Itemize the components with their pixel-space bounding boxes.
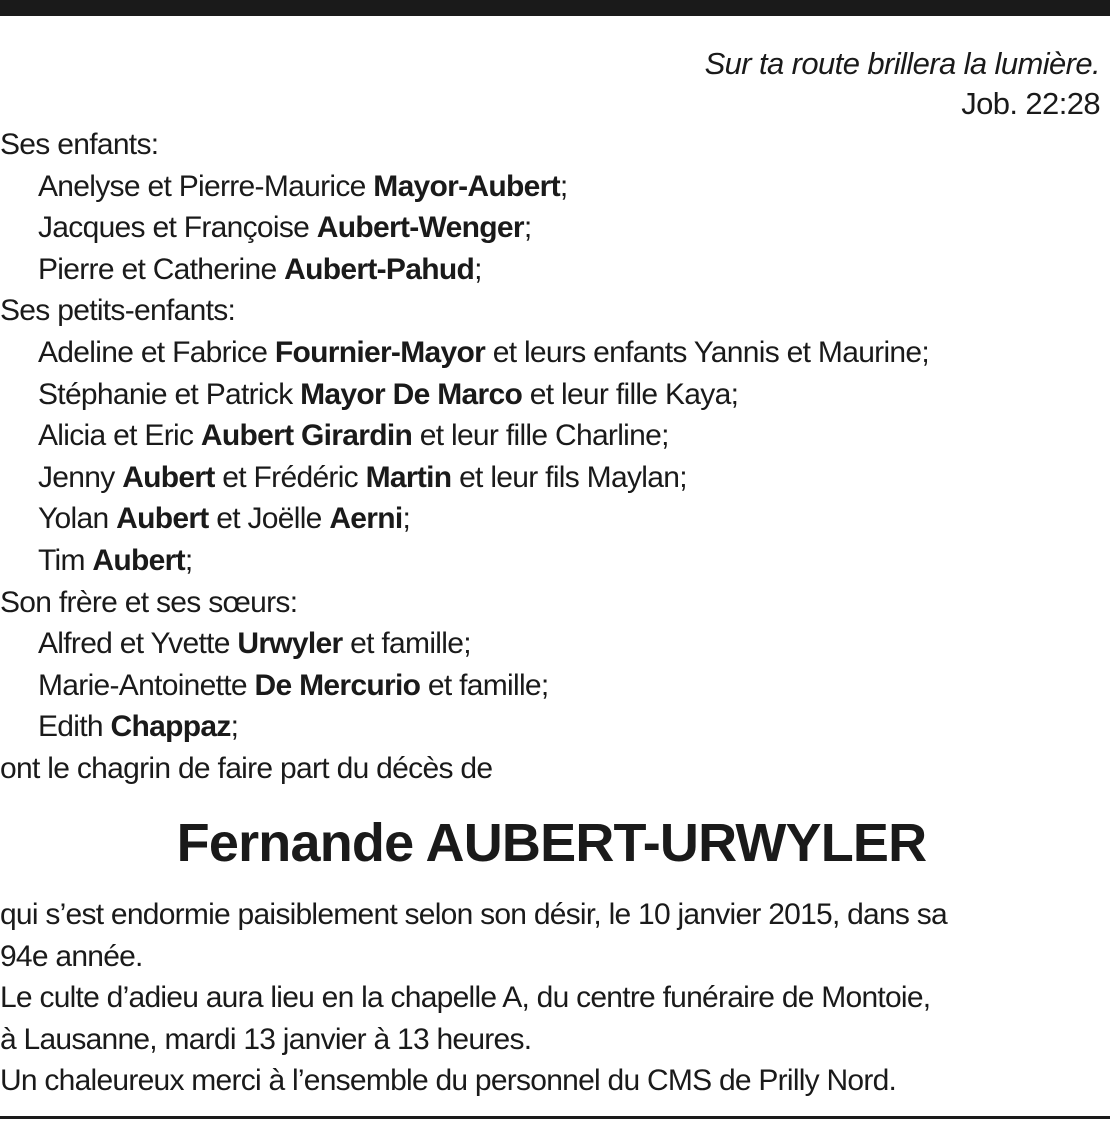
family-list	[0, 124, 1105, 790]
closing-text	[0, 894, 1105, 1102]
grandchildren-entry: Adeline et Fabrice Fournier-Mayor et leurs enfants Yannis et Maurine;	[38, 335, 930, 369]
siblings-entry: Marie-Antoinette De Mercurio et famille;	[38, 668, 549, 702]
siblings-heading: Son frère et ses sœurs:	[0, 585, 298, 619]
grandchildren-entry: Stéphanie et Patrick Mayor De Marco et leur fille Kaya;	[38, 377, 739, 411]
closing-line: à Lausanne, mardi 13 janvier à 13 heures.	[0, 1022, 532, 1056]
closing-line: 94e année.	[0, 939, 143, 973]
family-surname: Mayor De Marco	[300, 377, 523, 411]
children-entry: Anelyse et Pierre-Maurice Mayor-Aubert;	[38, 169, 568, 203]
family-surname: Chappaz	[110, 710, 231, 744]
children-entry: Jacques et Françoise Aubert-Wenger;	[38, 211, 532, 245]
family-surname: Aerni	[329, 502, 403, 536]
grandchildren-entry: Jenny Aubert et Frédéric Martin et leur fils Maylan;	[38, 460, 687, 494]
deceased-name: Fernande AUBERT-URWYLER	[176, 813, 927, 873]
family-surname: Aubert-Wenger	[316, 211, 524, 245]
grandchildren-heading: Ses petits-enfants:	[0, 294, 236, 328]
epigraph	[705, 44, 1100, 124]
top-border-bar	[0, 0, 1110, 16]
family-surname: Aubert Girardin	[200, 419, 413, 453]
children-heading: Ses enfants:	[0, 128, 159, 161]
family-surname: Aubert	[122, 460, 215, 494]
family-surname: Aubert	[116, 502, 209, 536]
family-surname: Mayor-Aubert	[373, 169, 560, 203]
siblings-entry: Edith Chappaz;	[38, 710, 239, 744]
siblings-entry: Alfred et Yvette Urwyler et famille;	[38, 627, 471, 661]
grandchildren-entry: Tim Aubert;	[38, 543, 193, 577]
family-surname: Martin	[365, 460, 452, 494]
closing-line: Un chaleureux merci à l’ensemble du personnel du CMS de Prilly Nord.	[0, 1064, 897, 1097]
epigraph-quote: Sur ta route brillera la lumière.	[704, 46, 1100, 81]
closing-line: qui s’est endormie paisiblement selon son désir, le 10 janvier 2015, dans sa	[0, 898, 947, 931]
children-entry: Pierre et Catherine Aubert-Pahud;	[38, 252, 482, 286]
grandchildren-entry: Alicia et Eric Aubert Girardin et leur fille Charline;	[38, 419, 669, 453]
bottom-border-rule	[0, 1116, 1110, 1119]
family-surname: De Mercurio	[254, 668, 421, 702]
family-surname: Aubert-Pahud	[284, 252, 475, 286]
family-surname: Fournier-Mayor	[274, 335, 486, 369]
grandchildren-entry: Yolan Aubert et Joëlle Aerni;	[38, 502, 411, 536]
epigraph-reference: Job. 22:28	[961, 86, 1100, 121]
announcement-text: ont le chagrin de faire part du décès de	[0, 751, 493, 785]
closing-line: Le culte d’adieu aura lieu en la chapelle A, du centre funéraire de Montoie,	[0, 981, 931, 1014]
family-surname: Urwyler	[237, 627, 343, 661]
family-surname: Aubert	[92, 543, 185, 577]
